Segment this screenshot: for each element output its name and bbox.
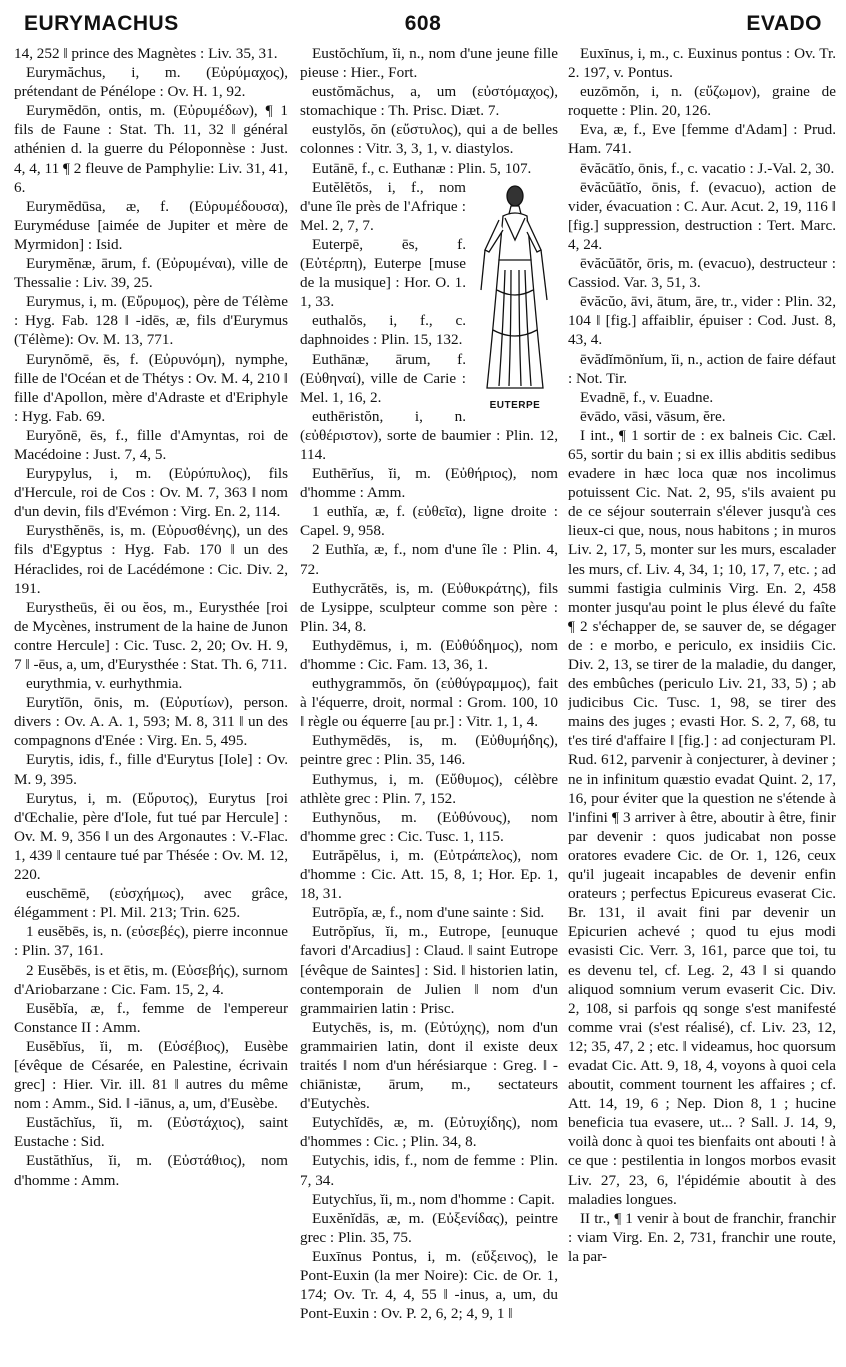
dictionary-entry: Eurytĭōn, ōnis, m. (Εὐρυτίων), person. divers : Ov. A. A. 1, 593; M. 8, 311 ‖ un des compagnons d'Enée : Virg. En. 5, 495. [14, 694, 288, 750]
dictionary-entry: ēvăcŭātĭo, ōnis, f. (evacuo), action de vider, évacuation : C. Aur. Acut. 2, 19, 116 ‖ [fig.] suppression, destruction : Tert. Marc. 4, 24. [568, 178, 836, 253]
dictionary-entry: Euxīnus Pontus, i, m. (εὔξεινος), le Pont-Euxin (la mer Noire): Cic. de Or. 1, 174; Ov. Tr. 4, 4, 55 ‖ -inus, a, um, du Pont-Euxin : Ov. P. 2, 6, 2; 4, 9, 1 ‖ [300, 1247, 558, 1323]
column-left [14, 44, 288, 1360]
dictionary-entry: 2 Euthĭa, æ, f., nom d'une île : Plin. 4, 72. [300, 541, 558, 578]
page-number: 608 [404, 12, 442, 35]
dictionary-entry: Eustŏchĭum, ĭi, n., nom d'une jeune fille pieuse : Hier., Fort. [300, 45, 558, 82]
dictionary-entry: ēvādo, vāsi, vāsum, ĕre. [580, 407, 726, 425]
dictionary-entry: Eutychis, idis, f., nom de femme : Plin. 7, 34. [300, 1152, 558, 1189]
dictionary-entry: Euthynŏus, m. (Εὐθύνους), nom d'homme grec : Cic. Tusc. 1, 115. [300, 808, 558, 845]
dictionary-entry: ēvădĭmōnĭum, ĭi, n., action de faire défaut : Not. Tir. [568, 350, 836, 387]
euterpe-figure-icon [475, 180, 555, 394]
dictionary-entry: 14, 252 ‖ prince des Magnètes : Liv. 35, 31. [14, 45, 278, 62]
dictionary-entry: Eutrŏpĭus, ĭi, m., Eutrope, [eunuque favori d'Arcadius] : Claud. ‖ saint Eutrope [évêque de Saintes] : Sid. ‖ historien latin, contemporain de Julien ‖ nom d'un grammairien latin : Prisc. [300, 923, 558, 1017]
dictionary-entry: II tr., ¶ 1 venir à bout de franchir, franchir : viam Virg. En. 2, 731, franchir une route, la par- [568, 1209, 836, 1265]
dictionary-entry: Eurypylus, i, m. (Εὐρύπυλος), fils d'Hercule, roi de Cos : Ov. M. 7, 363 ‖ nom d'un devin, fils d'Evémon : Virg. En. 2, 114. [14, 465, 288, 521]
dictionary-entry: Euthycrătēs, is, m. (Εὐθυκράτης), fils de Lysippe, sculpteur comme son père : Plin. 34, 8. [300, 579, 558, 635]
dictionary-entry: 2 Eusĕbēs, is et ētis, m. (Εὐσεβής), surnom d'Ariobarzane : Cic. Fam. 15, 2, 4. [14, 961, 288, 998]
dictionary-entry: euzōmŏn, i, n. (εὔζωμον), graine de roquette : Plin. 20, 126. [568, 83, 836, 120]
dictionary-entry: Eusĕbĭus, ĭi, m. (Εὐσέβιος), Eusèbe [évêque de Césarée, en Palestine, écrivain grec] : Hier. Vir. ill. 81 ‖ autres du même nom : Amm., Sid. ‖ -iānus, a, um, d'Eusèbe. [14, 1037, 288, 1113]
dictionary-entry: ēvăcŭātŏr, ōris, m. (evacuo), destructeur : Cassiod. Var. 3, 51, 3. [568, 255, 836, 292]
euterpe-illustration [472, 180, 558, 414]
dictionary-entry: Eutĕlĕtŏs, i, f., nom d'une île près de l'Afrique : Mel. 2, 7, 7. [300, 178, 466, 234]
dictionary-entry: Eurymĕdōn, ontis, m. (Εὐρυμέδων), ¶ 1 fils de Faune : Stat. Th. 11, 32 ‖ général athénien d. la guerre du Péloponnèse : Just. 4, 4, 11 ¶ 2 fleuve de Pamphylie: Liv. 31, 41, 6. [14, 102, 288, 196]
dictionary-entry: euthalŏs, i, f., c. daphnoides : Plin. 15, 132. [300, 312, 466, 349]
running-head-left: EURYMACHUS [24, 12, 179, 35]
dictionary-entry: I int., ¶ 1 sortir de : ex balneis Cic. Cæl. 65, sortir du bain ; si ex illis abditis sedibus evadere in hæc loca quæ nos incolimus potuissent Cic. Nat. 2, 95, s'ils avaient pu de ce séjour souterrain s'élever jusqu'à ces lieux-ci que, nous, nous habitons ; in muros Liv. 2, 17, 5, monter sur les murs, escalader les murs, cf. Liv. 4, 34, 1; 10, 17, 7, etc. ; ad summi fastigia culminis Virg. En. 2, 458 monter jusqu'au point le plus élevé du faîte ¶ 2 s'échapper de, se sauver de, se dégager de : e morbo, e periculo, ex insidiis Cic. Div. 2, 13, se tirer de la maladie, du danger, des embûches (periculo Liv. 21, 33, 5) ; ab judicibus Cic. Tusc. 1, 98, se tirer des mains des juges ; evasti Hor. S. 2, 7, 68, tu t'es tiré d'affaire ‖ [fig.] : ad conjecturam Pl. Rud. 612, parvenir à conjecturer, à deviner ; ne in infinitum quæstio evadat Quint. 2, 17, 16, pour éviter que la question ne s'étende à l'infini ¶ 3 arriver à être, aboutir à être, finir par devenir : quos judicabat non posse oratores evadere Cic. de Or. 1, 126, ceux qu'il jugeait incapables de devenir enfin orateurs ; perfectus Epicureus evaserat Cic. Br. 131, il avait fini par devenir un Epicurien achevé ; quod tu ejus modi evasisti Cic. Verr. 3, 161, parce que toi, tu es devenu tel, cf. Leg. 2, 43 ‖ si quando aliquod somnium verum evaserit Cic. Div. 2, 108, si parfois qq songe s'est manifesté comme vrai (s'est réalisé), cf. Liv. 23, 12, 12; 35, 47, 2 ; etc. ‖ videamus, hoc quorsum evadat Cic. Att. 9, 18, 4, voyons à quoi cela aboutit, comment tournent les affaires ; cf. Att. 14, 19, 6 ; Nep. Dion 8, 1 ; hucine beneficia tua evasere, ut... ? Sall. J. 14, 9, voilà donc à quoi tes bienfaits ont abouti ! à ce que : pestilentia in longos morbos evasit Liv. 27, 23, 6, l'épidémie aboutit à des maladies longues. [568, 426, 836, 1208]
dictionary-entry: Eurymĕdūsa, æ, f. (Εὐρυμέδουσα), Euryméduse [aimée de Jupiter et mère de Myrmidon] : Isid. [14, 197, 288, 253]
dictionary-entry: eurythmia, v. eurhythmia. [26, 675, 183, 693]
dictionary-entry: eustylŏs, ŏn (εὔστυλος), qui a de belles colonnes : Vitr. 3, 3, 1, v. diastylos. [300, 121, 558, 158]
dictionary-entry: ēvăcŭo, āvi, ātum, āre, tr., vider : Plin. 32, 104 ‖ [fig.] affaiblir, épuiser : Cod. Just. 8, 43, 4. [568, 293, 836, 349]
dictionary-entry: euthygrammŏs, ŏn (εὐθύγραμμος), fait à l'équerre, droit, normal : Grom. 100, 10 ‖ règle ou équerre [au pr.] : Vitr. 1, 1, 4. [300, 675, 558, 731]
dictionary-entry: Eutychĭdēs, æ, m. (Εὐτυχίδης), nom d'hommes : Cic. ; Plin. 34, 8. [300, 1114, 558, 1151]
dictionary-entry: euthēristŏn, i, n. (εὐθέριστον), sorte de baumier : Plin. 12, 114. [300, 407, 558, 463]
running-head-right: EVADO [746, 12, 822, 35]
dictionary-entry: Euxīnus, i, m., c. Euxinus pontus : Ov. Tr. 2. 197, v. Pontus. [568, 45, 836, 82]
dictionary-entry: Eurynŏmē, ēs, f. (Εὐρυνόμη), nymphe, fille de l'Océan et de Thétys : Ov. M. 4, 210 ‖ fille d'Apollon, mère d'Adraste et d'Eriphyle : Hyg. Fab. 69. [14, 350, 288, 425]
dictionary-entry: Euthērĭus, ĭi, m. (Εὐθήριος), nom d'homme : Amm. [300, 465, 558, 502]
dictionary-entry: Eustăthĭus, ĭi, m. (Εὐστάθιος), nom d'homme : Amm. [14, 1152, 288, 1189]
dictionary-entry: ēvăcātĭo, ōnis, f., c. vacatio : J.-Val. 2, 30. [580, 159, 835, 177]
dictionary-entry: Eutrōpĭa, æ, f., nom d'une sainte : Sid. [312, 904, 545, 922]
dictionary-entry: Euryŏnē, ēs, f., fille d'Amyntas, roi de Macédoine : Just. 7, 4, 5. [14, 426, 288, 463]
dictionary-entry: Eurymĕnæ, ārum, f. (Εὐρυμέναι), ville de Thessalie : Liv. 39, 25. [14, 255, 288, 292]
dictionary-entry: Eurytus, i, m. (Εὔρυτος), Eurytus [roi d'Œchalie, père d'Iole, fut tué par Hercule] : Ov. M. 9, 356 ‖ un des Argonautes : V.-Flac. 1, 439 ‖ centaure tué par Thésée : Ov. M. 12, 220. [14, 789, 288, 884]
dictionary-entry: Euterpē, ēs, f. (Εὐτέρπη), Euterpe [muse de la musique] : Hor. O. 1. 1, 33. [300, 235, 466, 311]
dictionary-entry: 1 eusĕbēs, is, n. (εὐσεβές), pierre inconnue : Plin. 37, 161. [14, 923, 288, 960]
column-middle [300, 44, 558, 1360]
dictionary-entry: Eurymus, i, m. (Εὔρυμος), père de Télème : Hyg. Fab. 128 ‖ -idēs, æ, fils d'Eurymus (Télème): Ov. M. 13, 771. [14, 293, 288, 349]
dictionary-entry: Eurymăchus, i, m. (Εὐρύμαχος), prétendant de Pénélope : Ov. H. 1, 92. [14, 64, 288, 101]
dictionary-entry: Eusĕbĭa, æ, f., femme de l'empereur Constance II : Amm. [14, 999, 288, 1036]
dictionary-entry: Eutychĭus, ĭi, m., nom d'homme : Capit. [312, 1190, 555, 1208]
dictionary-entry: Eva, æ, f., Eve [femme d'Adam] : Prud. Ham. 741. [568, 121, 836, 158]
dictionary-entry: eustŏmăchus, a, um (εὐστόμαχος), stomachique : Th. Prisc. Diæt. 7. [300, 83, 558, 120]
dictionary-entry: Euthydēmus, i, m. (Εὐθύδημος), nom d'homme : Cic. Fam. 13, 36, 1. [300, 636, 558, 673]
dictionary-entry: euschēmē, (εὐσχήμως), avec grâce, élégamment : Pl. Mil. 213; Trin. 625. [14, 885, 288, 922]
dictionary-entry: Evadnē, f., v. Euadne. [580, 388, 714, 406]
dictionary-entry: Eutrăpĕlus, i, m. (Εὐτράπελος), nom d'homme : Cic. Att. 15, 8, 1; Hor. Ep. 1, 18, 31. [300, 846, 558, 903]
dictionary-entry: Euthymus, i, m. (Εὔθυμος), célèbre athlète grec : Plin. 7, 152. [300, 770, 558, 807]
column-right [568, 44, 836, 1360]
dictionary-entry: Eutānē, f., c. Euthanæ : Plin. 5, 107. [312, 159, 532, 177]
dictionary-entry: Eurystheūs, ĕi ou ĕos, m., Eurysthée [roi de Mycènes, instrument de la haine de Junon contre Hercule] : Cic. Tusc. 2, 20; Ov. H. 9, 7 ‖ -ēus, a, um, d'Eurysthée : Stat. Th. 6, 711. [14, 598, 288, 673]
dictionary-entry: Eustăchĭus, ĭi, m. (Εὐστάχιος), saint Eustache : Sid. [14, 1114, 288, 1151]
dictionary-entry: Eurytis, idis, f., fille d'Eurytus [Iole] : Ov. M. 9, 395. [14, 751, 288, 788]
dictionary-entry: Euthymēdēs, is, m. (Εὐθυμήδης), peintre grec : Plin. 35, 146. [300, 732, 558, 769]
dictionary-entry: 1 euthĭa, æ, f. (εὐθεῖα), ligne droite : Capel. 9, 958. [300, 503, 558, 540]
page-header [0, 6, 846, 40]
dictionary-entry: Eurysthĕnēs, is, m. (Εὐρυσθένης), un des fils d'Egyptus : Hyg. Fab. 170 ‖ un des Héraclides, roi de Lacédémone : Cic. Div. 2, 191. [14, 522, 288, 597]
dictionary-entry: Euthānæ, ārum, f. (Εὐθηναί), ville de Carie : Mel. 1, 16, 2. [300, 350, 466, 406]
figure-caption: EUTERPE [489, 399, 541, 411]
dictionary-entry: Eutychēs, is, m. (Εὐτύχης), nom d'un grammairien latin, dont il existe deux traités ‖ nom d'un hérésiarque : Greg. ‖ -chiānistæ, ārum, m., sectateurs d'Eutychès. [300, 1018, 558, 1113]
dictionary-entry: Euxĕnĭdās, æ, m. (Εὐξενίδας), peintre grec : Plin. 35, 75. [300, 1209, 558, 1246]
